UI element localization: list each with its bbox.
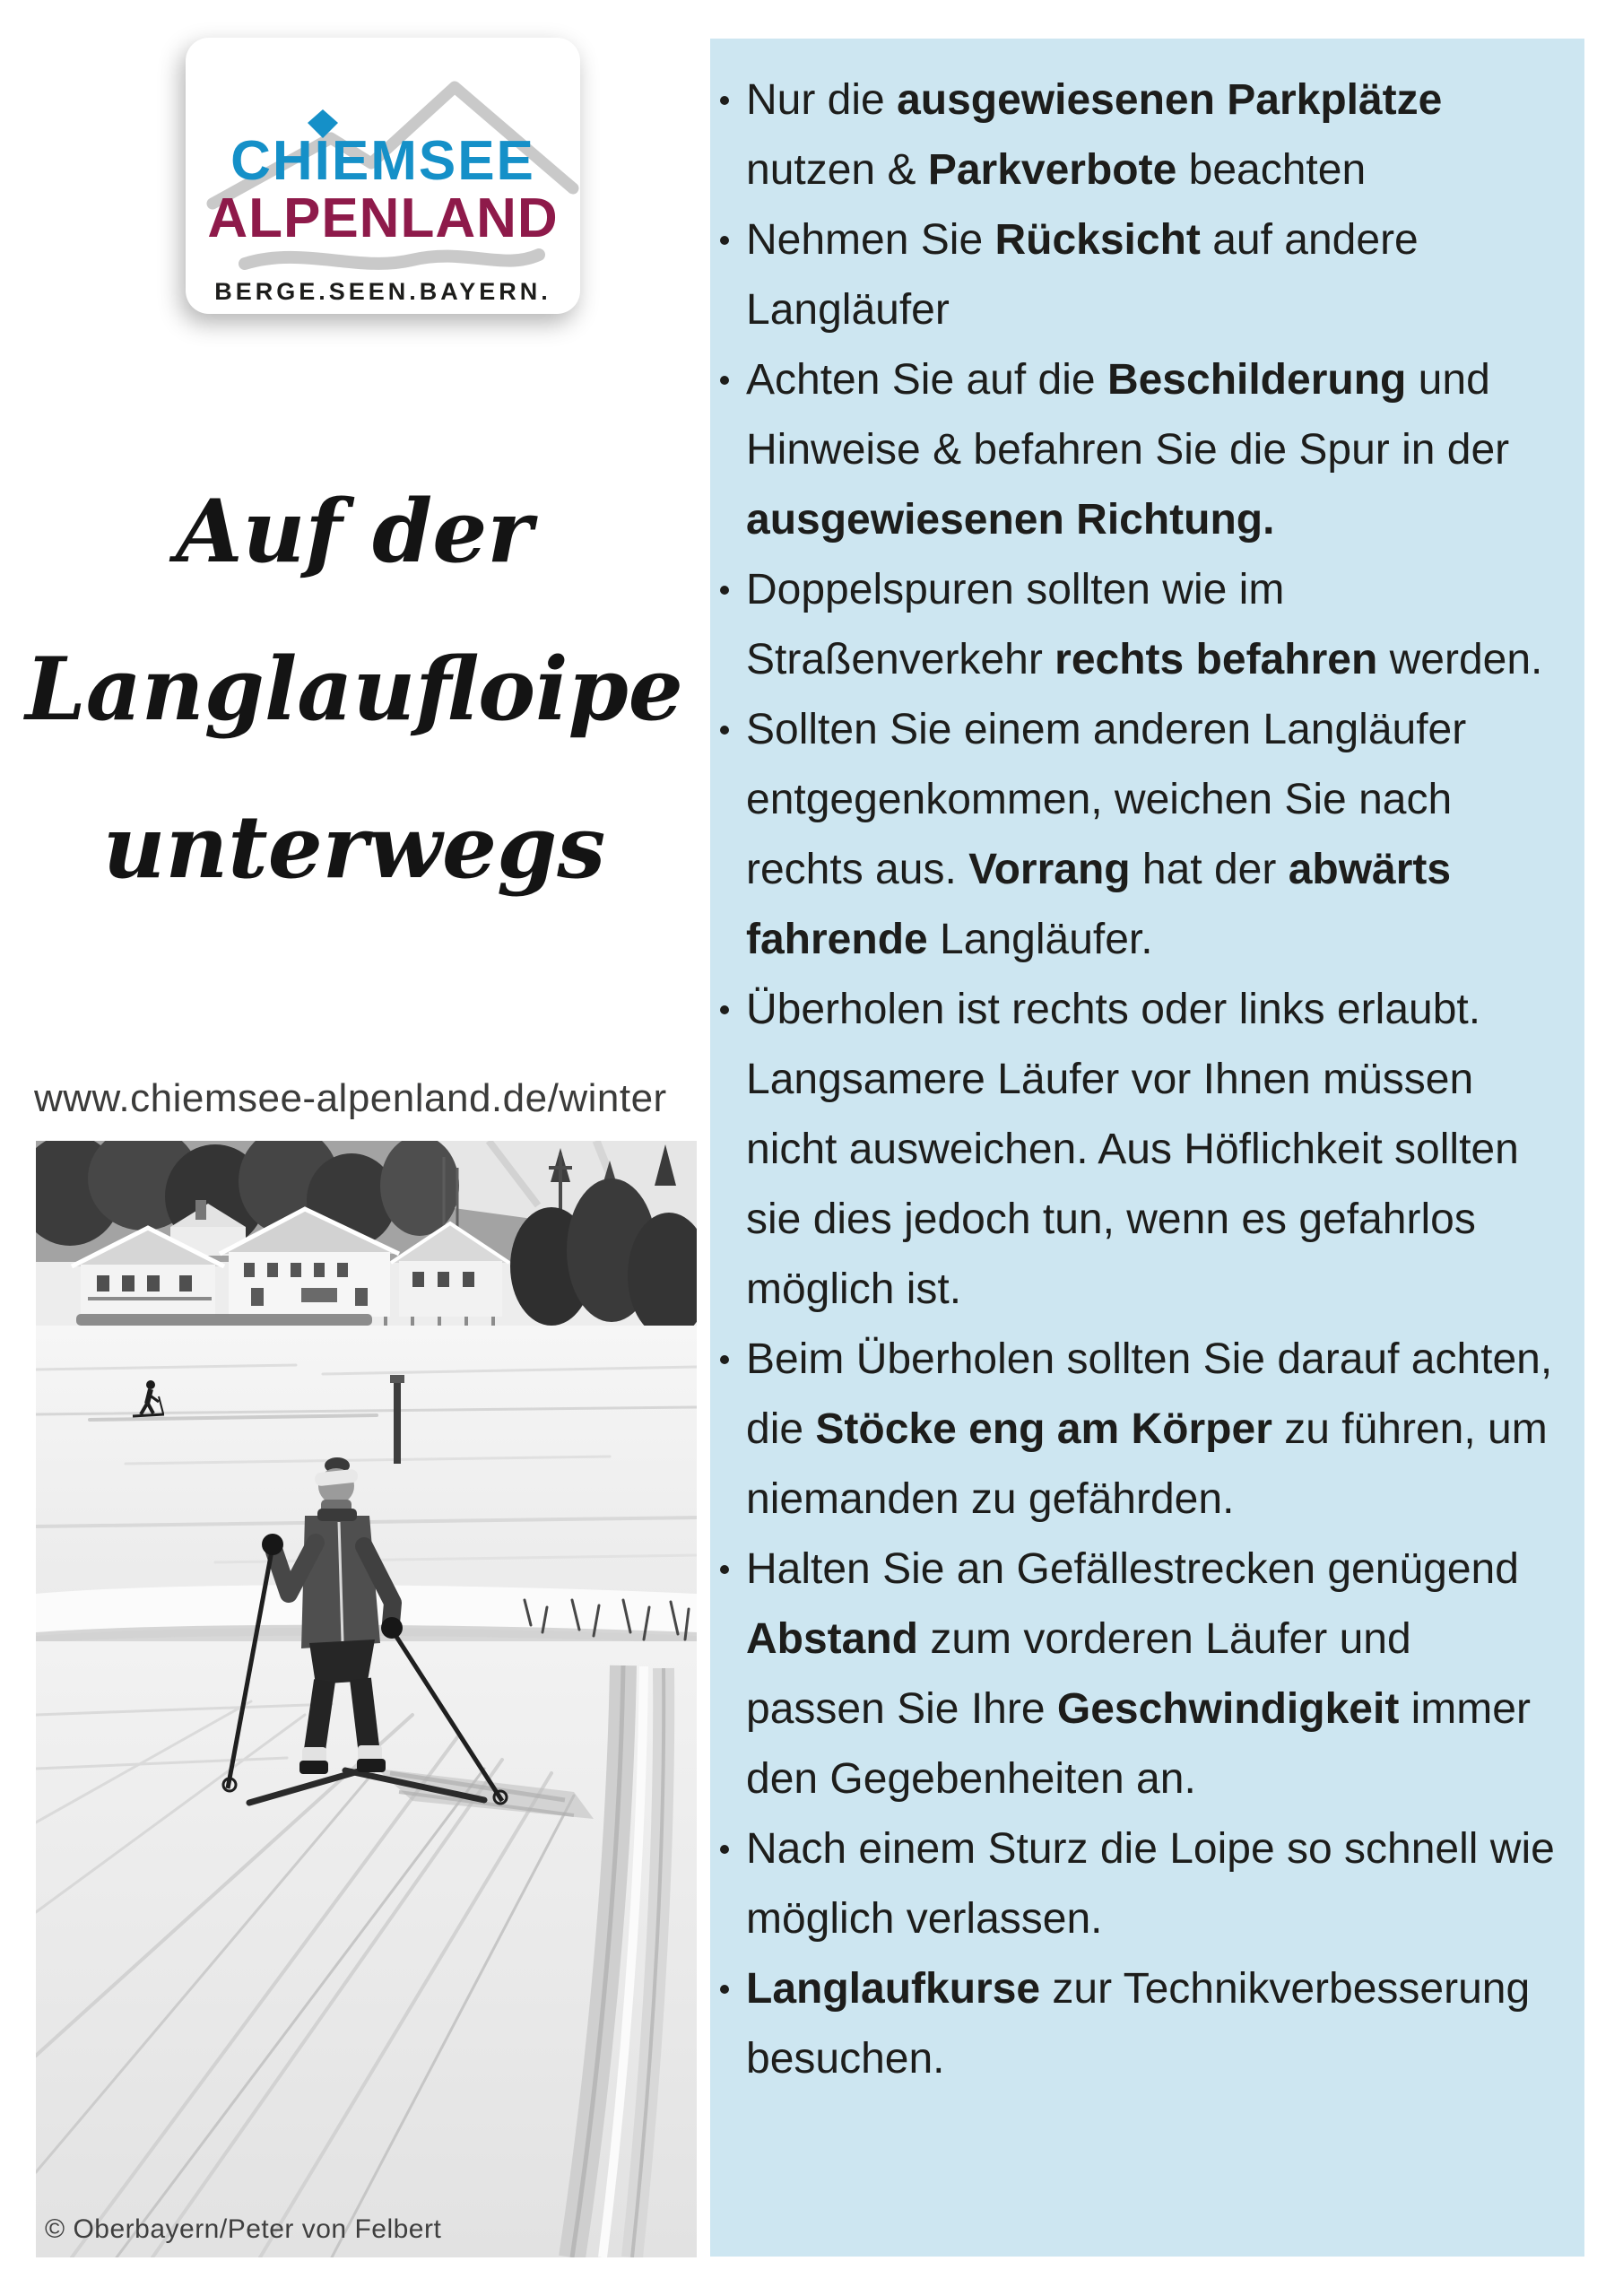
rule-text: Überholen ist rechts oder links erlaubt. Langsamere Läufer vor Ihnen müssen nicht ausweichen. Aus Höflichkeit sollten sie dies jedoch tun, wenn es gefahrlos möglich ist.	[746, 986, 1519, 1313]
website-url: www.chiemsee-alpenland.de/winter	[34, 1076, 667, 1120]
rule-text: Doppelspuren sollten wie im Straßenverkehr	[746, 566, 1285, 683]
rule-text-bold: rechts befahren	[1055, 636, 1378, 683]
rule-item	[710, 695, 1561, 975]
rule-text: Achten Sie auf die	[746, 356, 1107, 404]
rule-text-bold: ausgewiesenen Richtung.	[746, 496, 1275, 544]
skier-photo	[36, 1141, 697, 2257]
rule-text: immer den Gegebenheiten an.	[746, 1685, 1531, 1803]
logo-word-chiemsee: CHIEMSEE	[230, 130, 535, 192]
rule-item	[710, 345, 1561, 555]
chiemsee-alpenland-logo	[186, 38, 580, 314]
rule-text: Nach einem Sturz die Loipe so schnell wie möglich verlassen.	[746, 1825, 1555, 1943]
rule-item	[710, 1814, 1561, 1954]
rule-item	[710, 65, 1561, 205]
rule-text: zum vorderen Läufer und passen Sie Ihre	[746, 1615, 1411, 1733]
page-title	[0, 453, 708, 926]
rule-text-bold: Beschilderung	[1107, 356, 1407, 404]
title-line-1: Auf der	[176, 481, 533, 582]
rule-text-bold: Stöcke eng am Körper	[815, 1405, 1272, 1453]
rule-text: beachten	[1176, 146, 1367, 194]
rule-text: zu führen, um niemanden zu gefährden.	[746, 1405, 1548, 1523]
rule-item	[710, 1535, 1561, 1814]
rule-text: Nehmen Sie	[746, 216, 995, 264]
skier-photo-graphic	[36, 1141, 697, 2257]
rules-list	[710, 65, 1561, 2094]
rule-text-bold: Abstand	[746, 1615, 918, 1663]
rule-text-bold: Parkverbote	[927, 146, 1177, 194]
title-line-3: unterwegs	[102, 796, 606, 898]
rule-item	[710, 1325, 1561, 1535]
rule-text: Sollten Sie einem anderen Langläufer entgegenkommen, weichen Sie nach rechts aus.	[746, 706, 1467, 893]
rule-item	[710, 975, 1561, 1325]
rule-text: Beim Überholen sollten Sie darauf achten, die	[746, 1335, 1553, 1453]
rule-text: Langläufer.	[927, 916, 1153, 963]
rule-text-bold: abwärts fahrende	[746, 846, 1452, 963]
rule-text: werden.	[1377, 636, 1543, 683]
rule-text: hat der	[1130, 846, 1289, 893]
rule-text-bold: Vorrang	[968, 846, 1131, 893]
logo-word-alpenland: ALPENLAND	[207, 187, 559, 249]
rule-text: Nur die	[746, 76, 898, 124]
rule-text-bold: Rücksicht	[994, 216, 1201, 264]
rule-text: auf andere Langläufer	[746, 216, 1419, 334]
rule-text: und Hinweise & befahren Sie die Spur in der	[746, 356, 1510, 474]
rule-text: nutzen &	[746, 146, 928, 194]
title-line-2: Langlaufloipe	[25, 639, 683, 740]
rule-text-bold: Geschwindigkeit	[1056, 1685, 1400, 1733]
rule-item	[710, 205, 1561, 345]
rule-text: zur Technikverbesserung besuchen.	[746, 1965, 1531, 2083]
rules-panel	[710, 39, 1584, 2257]
logo-tagline: BERGE.SEEN.BAYERN.	[214, 278, 551, 305]
logo-graphic	[186, 38, 580, 314]
rule-text-bold: ausgewiesenen Parkplätze	[897, 76, 1443, 124]
rule-item	[710, 1954, 1561, 2094]
wave-icon	[245, 255, 539, 264]
rule-text-bold: Langlaufkurse	[746, 1965, 1041, 2013]
rule-item	[710, 555, 1561, 695]
photo-credit: © Oberbayern/Peter von Felbert	[45, 2214, 442, 2244]
rule-text: Halten Sie an Gefällestrecken genügend	[746, 1545, 1519, 1593]
